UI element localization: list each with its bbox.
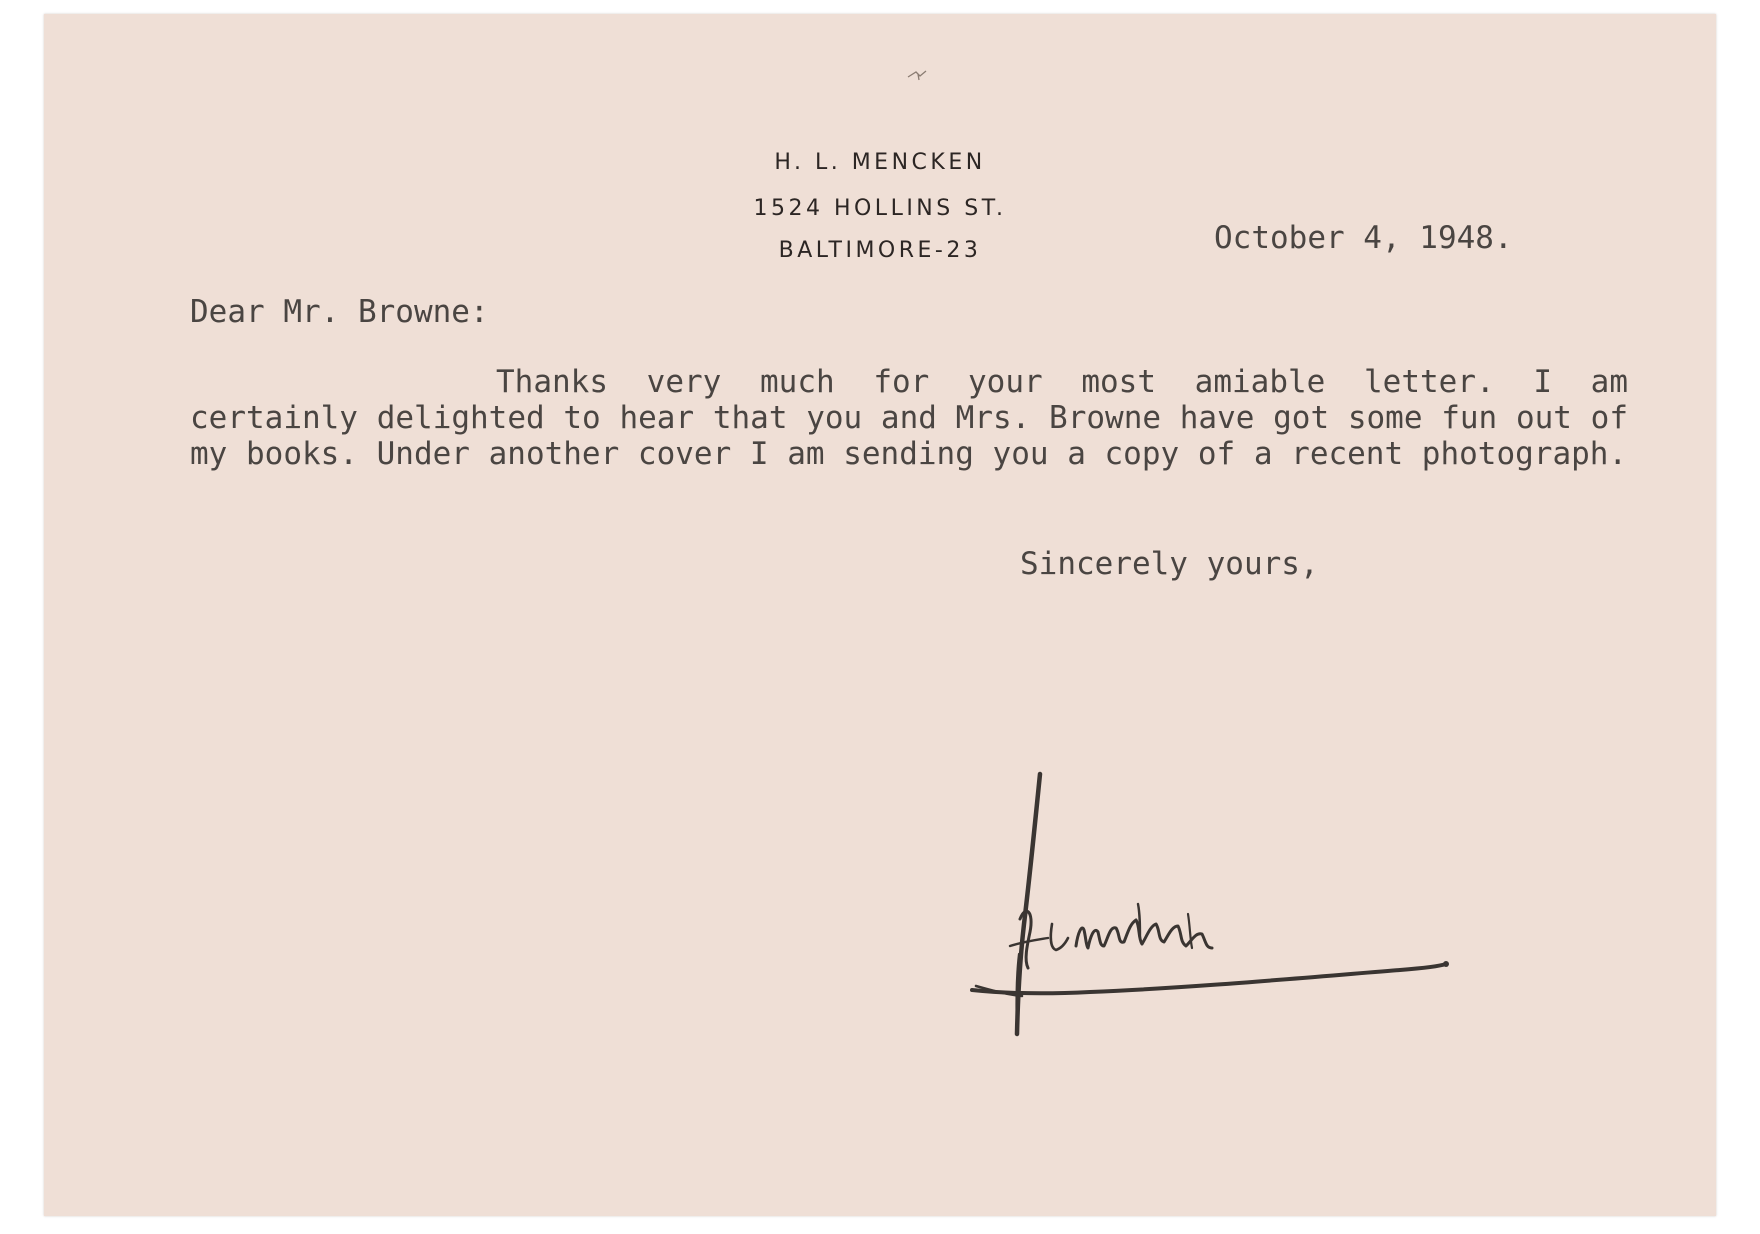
letter-sheet bbox=[44, 14, 1716, 1216]
letterhead-street: 1524 HOLLINS ST. bbox=[753, 196, 1007, 221]
letter-date: October 4, 1948. bbox=[1214, 220, 1513, 256]
letter-body: Thanks very much for your most amiable letter. I am certainly delighted to hear that you and Mrs. Browne have got some fun out of my books. Under another cover I am sending you a copy of a recent photograph. bbox=[190, 364, 1628, 472]
letterhead-name: H. L. MENCKEN bbox=[774, 150, 986, 175]
letterhead-city: BALTIMORE-23 bbox=[778, 238, 982, 263]
handwritten-signature bbox=[970, 754, 1550, 1084]
paper-blemish bbox=[906, 68, 930, 82]
closing: Sincerely yours, bbox=[1020, 546, 1319, 582]
salutation: Dear Mr. Browne: bbox=[190, 294, 489, 330]
